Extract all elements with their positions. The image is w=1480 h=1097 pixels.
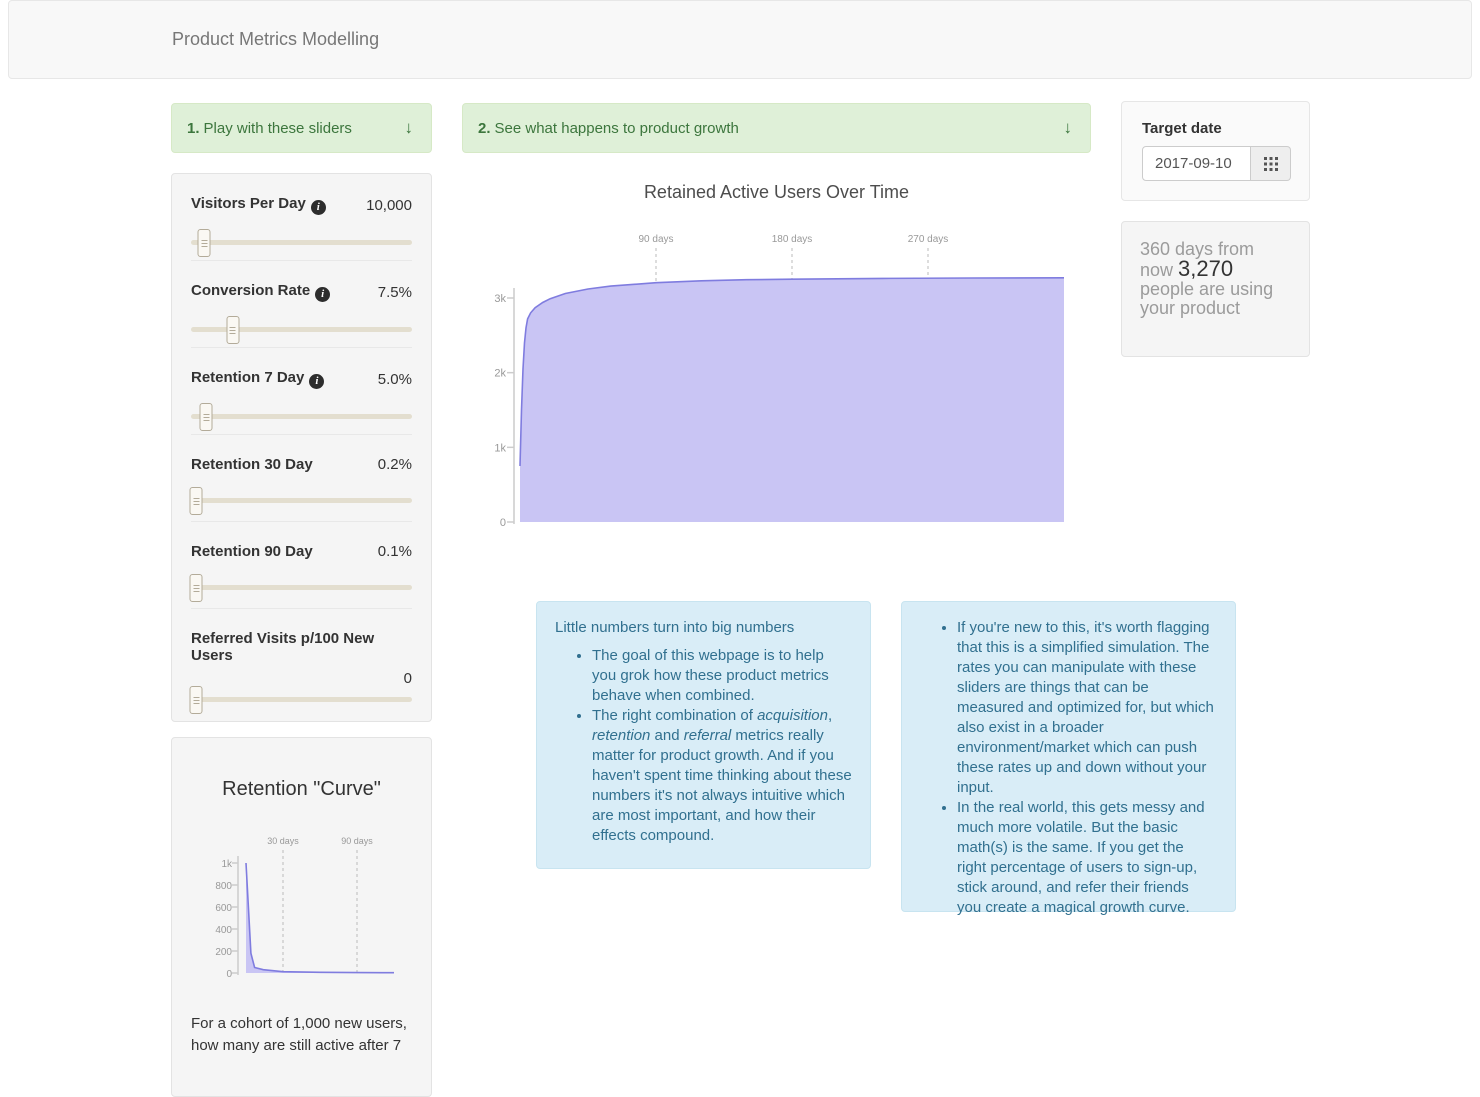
- slider-label: Conversion Rate i: [191, 282, 330, 302]
- svg-text:0: 0: [226, 969, 232, 980]
- slider-label: Retention 30 Day: [191, 456, 313, 473]
- result-suffix: people are using your product: [1140, 279, 1274, 318]
- slider-value: 0.2%: [377, 456, 412, 473]
- slider-handle[interactable]: [198, 229, 211, 257]
- slider-row-retention-90-day: [191, 522, 412, 609]
- target-date-input[interactable]: [1142, 146, 1251, 181]
- slider-track[interactable]: [191, 585, 412, 590]
- step-number: 1.: [187, 119, 200, 137]
- step-banner-1-text: [187, 120, 352, 137]
- retention-curve-chart: [180, 830, 415, 982]
- slider-value: 0.1%: [377, 543, 412, 560]
- navbar: [8, 0, 1472, 79]
- grip-icon: [193, 700, 199, 701]
- info-box-numbers: [536, 601, 871, 869]
- svg-text:200: 200: [215, 947, 232, 958]
- slider-handle[interactable]: [190, 686, 203, 714]
- grip-icon: [203, 417, 209, 418]
- slider-value: 10,000: [366, 196, 412, 214]
- sliders-panel: [171, 173, 432, 722]
- info-box-caveats: [901, 601, 1236, 916]
- svg-text:270 days: 270 days: [907, 234, 949, 245]
- calendar-grid-icon: [1264, 157, 1278, 171]
- grip-icon: [193, 588, 199, 589]
- arrow-down-icon: ↓: [1063, 118, 1072, 137]
- slider-label: Retention 7 Day i: [191, 369, 324, 389]
- retention-caption: For a cohort of 1,000 new users, how many are still active after 7: [191, 1015, 407, 1054]
- svg-text:90 days: 90 days: [638, 234, 674, 245]
- retention-chart-title: Retention "Curve": [222, 778, 381, 800]
- slider-handle[interactable]: [226, 316, 239, 344]
- info-bullet: • The goal of this webpage is to help you grok how these product metrics behave when combined.: [592, 646, 852, 706]
- step-banner-1: [171, 103, 432, 153]
- grip-icon: [201, 243, 207, 244]
- grip-icon: [193, 501, 199, 502]
- slider-label: Visitors Per Day i: [191, 195, 326, 215]
- slider-track[interactable]: [191, 697, 412, 702]
- slider-value: 7.5%: [377, 283, 412, 301]
- info-icon[interactable]: i: [315, 287, 330, 302]
- slider-row-retention-30-day: [191, 435, 412, 522]
- svg-text:600: 600: [215, 903, 232, 914]
- info-icon[interactable]: i: [309, 374, 324, 389]
- svg-text:90 days: 90 days: [341, 836, 373, 846]
- svg-text:3k: 3k: [494, 293, 506, 305]
- slider-row-conversion-rate: [191, 261, 412, 348]
- result-box: [1121, 221, 1310, 357]
- info-bullet: • If you're new to this, it's worth flagging that this is a simplified simulation. The rates you can manipulate with these sliders are things that can be measured and optimized for, but which also exist in a broader environment/market which can push these rates up and down without your input.: [957, 618, 1217, 798]
- result-number: 3,270: [1178, 256, 1234, 281]
- info-box-title: Little numbers turn into big numbers: [555, 619, 795, 636]
- slider-label: Retention 90 Day: [191, 543, 313, 560]
- target-date-panel: [1121, 101, 1310, 201]
- step-number: 2.: [478, 119, 491, 137]
- target-date-label: Target date: [1142, 120, 1222, 137]
- grip-icon: [230, 330, 236, 331]
- svg-text:180 days: 180 days: [771, 234, 813, 245]
- slider-label: Referred Visits p/100 New Users: [191, 630, 375, 664]
- info-icon[interactable]: i: [311, 200, 326, 215]
- slider-row-retention-7-day: [191, 348, 412, 435]
- result-prefix: 360 days from now: [1140, 239, 1255, 280]
- slider-row-referred-visits: [191, 609, 412, 721]
- slider-track[interactable]: [191, 240, 412, 245]
- svg-text:2k: 2k: [494, 367, 506, 380]
- slider-handle[interactable]: [190, 487, 203, 515]
- slider-track[interactable]: [191, 498, 412, 503]
- slider-value: 0: [403, 670, 412, 687]
- svg-text:0: 0: [499, 517, 506, 529]
- target-date-input-group: [1142, 146, 1291, 181]
- svg-text:1k: 1k: [494, 442, 506, 455]
- page-title: Product Metrics Modelling: [172, 29, 380, 49]
- retained-users-chart: [470, 180, 1095, 542]
- slider-handle[interactable]: [200, 403, 213, 431]
- arrow-down-icon: ↓: [404, 118, 413, 137]
- slider-track[interactable]: [191, 414, 412, 419]
- svg-text:30 days: 30 days: [267, 836, 299, 846]
- svg-text:1k: 1k: [221, 859, 232, 870]
- slider-handle[interactable]: [190, 574, 203, 602]
- svg-text:800: 800: [215, 881, 232, 892]
- step-label: See what happens to product growth: [494, 119, 739, 137]
- slider-value: 5.0%: [377, 370, 412, 388]
- slider-row-visitors-per-day: [191, 174, 412, 261]
- step-label: Play with these sliders: [203, 119, 352, 137]
- slider-track[interactable]: [191, 327, 412, 332]
- step-banner-2-text: [478, 120, 739, 137]
- calendar-button[interactable]: [1251, 146, 1291, 181]
- info-bullet: • In the real world, this gets messy and much more volatile. But the basic math(s) is the same. If you get the right percentage of users to sign-up, stick around, and refer their friends you create a magical growth curve.: [957, 798, 1217, 918]
- svg-text:400: 400: [215, 925, 232, 936]
- step-banner-2: [462, 103, 1091, 153]
- info-bullet: • The right combination of acquisition, retention and referral metrics really matter for product growth. And if you haven't spent time thinking about these numbers it's not always intuitive which are most important, and how their effects compound.: [592, 706, 852, 846]
- main-chart-title: Retained Active Users Over Time: [643, 182, 910, 202]
